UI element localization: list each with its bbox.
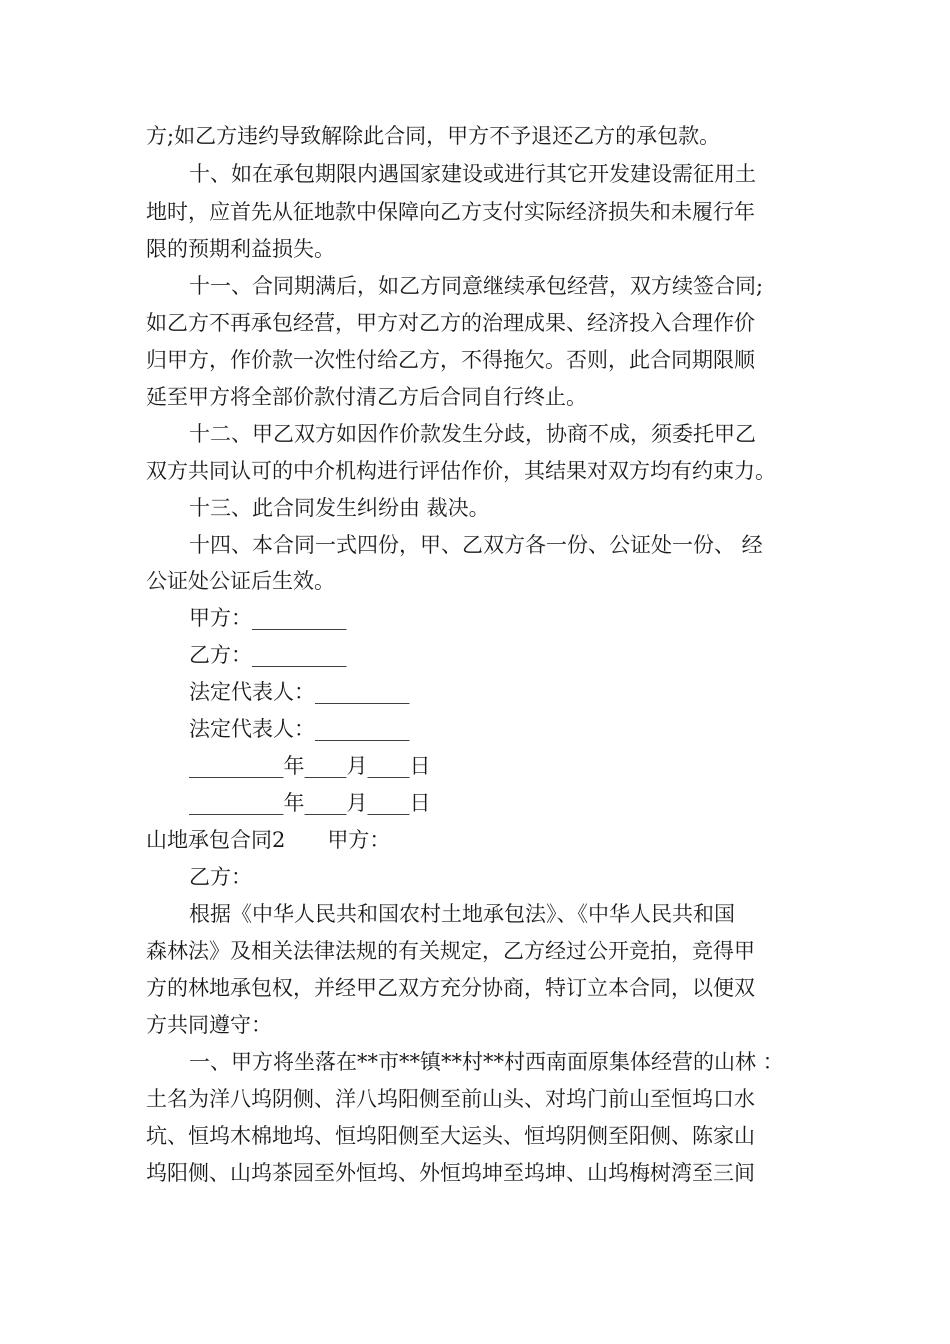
- text-line: 双方共同认可的中介机构进行评估作价，其结果对双方均有约束力。: [146, 459, 776, 483]
- text-line: 一、甲方将坐落在**市**镇**村**村西南面原集体经营的山林 ：: [189, 1050, 784, 1074]
- text-line: 限的预期利益损失。: [146, 237, 335, 261]
- text-line: 十、如在承包期限内遇国家建设或进行其它开发建设需征用土: [189, 162, 756, 186]
- text-line: 土名为洋八坞阴侧、洋八坞阳侧至前山头、对坞门前山至恒坞口水: [146, 1087, 755, 1111]
- text-line: 如乙方不再承包经营，甲方对乙方的治理成果、经济投入合理作价: [146, 311, 755, 335]
- text-line: 十二、甲乙双方如因作价款发生分歧，协商不成，须委托甲乙: [189, 422, 756, 446]
- signature-date-b: _________年____月____日: [189, 791, 431, 815]
- text-line: 延至甲方将全部价款付清乙方后合同自行终止。: [146, 385, 587, 409]
- text-line: 归甲方，作价款一次性付给乙方，不得拖欠。否则，此合同期限顺: [146, 348, 755, 372]
- text-line: 方的林地承包权，并经甲乙双方充分协商，特订立本合同，以便双: [146, 976, 755, 1000]
- text-line: 十四、本合同一式四份，甲、乙双方各一份、公证处一份、 经: [189, 533, 763, 557]
- text-line: 地时，应首先从征地款中保障向乙方支付实际经济损失和未履行年: [146, 200, 755, 224]
- text-line: 乙方：: [189, 865, 252, 889]
- signature-legal-rep-a: 法定代表人：_________: [189, 680, 410, 704]
- text-line: 方共同遵守：: [146, 1013, 272, 1037]
- text-line: 十三、此合同发生纠纷由 裁决。: [189, 496, 490, 520]
- signature-party-a: 甲方：_________: [189, 606, 347, 630]
- signature-legal-rep-b: 法定代表人：_________: [189, 717, 410, 741]
- text-line: 方;如乙方违约导致解除此合同，甲方不予退还乙方的承包款。: [146, 124, 721, 148]
- text-line: 公证处公证后生效。: [146, 569, 335, 593]
- text-line: 十一、合同期满后，如乙方同意继续承包经营，双方续签合同;: [189, 274, 764, 298]
- text-line: 根据《中华人民共和国农村土地承包法》、《中华人民共和国: [189, 902, 735, 926]
- signature-date-a: _________年____月____日: [189, 754, 431, 778]
- text-line: 坑、恒坞木棉地坞、恒坞阳侧至大运头、恒坞阴侧至阳侧、陈家山: [146, 1124, 755, 1148]
- text-line: 坞阳侧、山坞茶园至外恒坞、外恒坞坤至坞坤、山坞梅树湾至三间: [146, 1161, 755, 1185]
- text-line: 森林法》及相关法律法规的有关规定，乙方经过公开竞拍，竞得甲: [146, 939, 755, 963]
- signature-party-b: 乙方：_________: [189, 643, 347, 667]
- section-heading: 山地承包合同2 甲方：: [146, 828, 391, 852]
